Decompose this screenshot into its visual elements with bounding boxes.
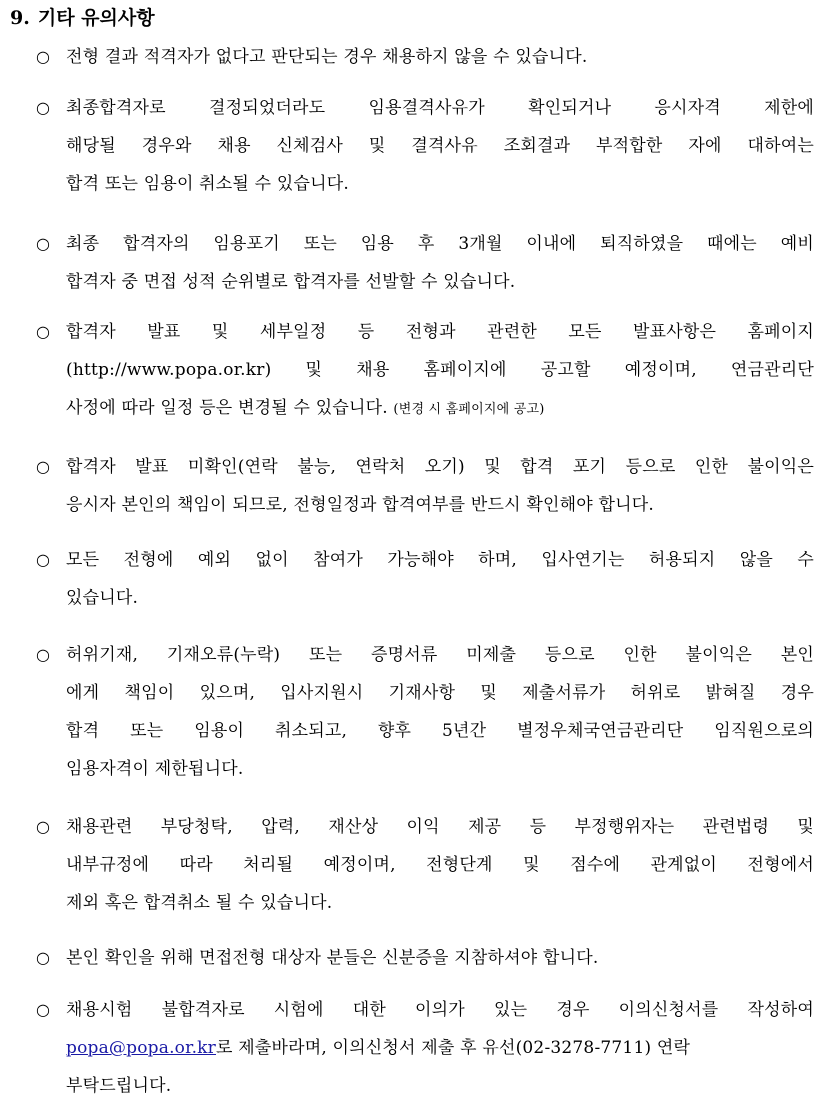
bullet-circle-icon: ○ (36, 234, 50, 253)
notice-line: 합격자 발표 미확인(연락 불능, 연락처 오기) 및 합격 포기 등으로 인한 불이익은 (66, 457, 814, 477)
notice-line: 합격자 발표 및 세부일정 등 전형과 관련한 모든 발표사항은 홈페이지 (66, 322, 814, 342)
bullet-circle-icon: ○ (36, 322, 50, 341)
notice-line-with-note (66, 389, 814, 427)
notice-line: (http://www.popa.or.kr) 및 채용 홈페이지에 공고할 예정이며, 연금관리단 (66, 360, 814, 380)
notice-line: 해당될 경우와 채용 신체검사 및 결격사유 조회결과 부적합한 자에 대하여는 (66, 136, 814, 156)
notice-line: 전형 결과 적격자가 없다고 판단되는 경우 채용하지 않을 수 있습니다. (66, 47, 588, 67)
notice-line: 합격 또는 임용이 취소되고, 향후 5년간 별정우체국연금관리단 임직원으로의 (66, 721, 814, 741)
notice-line: 임용자격이 제한됩니다. (66, 759, 244, 779)
notice-line: 채용관련 부당청탁, 압력, 재산상 이익 제공 등 부정행위자는 관련법령 및 (66, 817, 814, 837)
section-number: 9. (10, 7, 30, 29)
notice-line: 부탁드립니다. (66, 1076, 172, 1096)
change-note: (변경 시 홈페이지에 공고) (393, 402, 545, 417)
bullet-circle-icon: ○ (36, 817, 50, 836)
notice-line: 합격 또는 임용이 취소될 수 있습니다. (66, 174, 349, 194)
notice-line: 본인 확인을 위해 면접전형 대상자 분들은 신분증을 지참하셔야 합니다. (66, 948, 599, 968)
notice-line: 채용시험 불합격자로 시험에 대한 이의가 있는 경우 이의신청서를 작성하여 (66, 1000, 814, 1020)
bullet-circle-icon: ○ (36, 948, 50, 967)
bullet-circle-icon: ○ (36, 1000, 50, 1019)
notice-line: 있습니다. (66, 588, 139, 608)
notice-line-text: 로 제출바라며, 이의신청서 제출 후 유선(02-3278-7711) 연락 (216, 1038, 691, 1058)
bullet-circle-icon: ○ (36, 457, 50, 476)
bullet-circle-icon: ○ (36, 98, 50, 117)
notice-line: 모든 전형에 예외 없이 참여가 가능해야 하며, 입사연기는 허용되지 않을 수 (66, 550, 814, 570)
notice-line: 응시자 본인의 책임이 되므로, 전형일정과 합격여부를 반드시 확인해야 합니다. (66, 495, 654, 515)
email-link[interactable]: popa@popa.or.kr (66, 1038, 216, 1058)
section-title: 기타 유의사항 (37, 7, 155, 29)
bullet-circle-icon: ○ (36, 645, 50, 664)
notice-line: 최종 합격자의 임용포기 또는 임용 후 3개월 이내에 퇴직하였을 때에는 예비 (66, 234, 814, 254)
bullet-circle-icon: ○ (36, 550, 50, 569)
bullet-circle-icon: ○ (36, 47, 50, 66)
section-heading (10, 2, 155, 34)
notice-line-text: 사정에 따라 일정 등은 변경될 수 있습니다. (66, 398, 388, 418)
notice-line: 내부규정에 따라 처리될 예정이며, 전형단계 및 점수에 관계없이 전형에서 (66, 855, 814, 875)
notice-line: 합격자 중 면접 성적 순위별로 합격자를 선발할 수 있습니다. (66, 272, 516, 292)
notice-line: 최종합격자로 결정되었더라도 임용결격사유가 확인되거나 응시자격 제한에 (66, 98, 814, 118)
notice-line: 제외 혹은 합격취소 될 수 있습니다. (66, 893, 333, 913)
notice-line: 에게 책임이 있으며, 입사지원시 기재사항 및 제출서류가 허위로 밝혀질 경우 (66, 683, 814, 703)
notice-line-with-email (66, 1029, 814, 1067)
notice-line: 허위기재, 기재오류(누락) 또는 증명서류 미제출 등으로 인한 불이익은 본인 (66, 645, 814, 665)
